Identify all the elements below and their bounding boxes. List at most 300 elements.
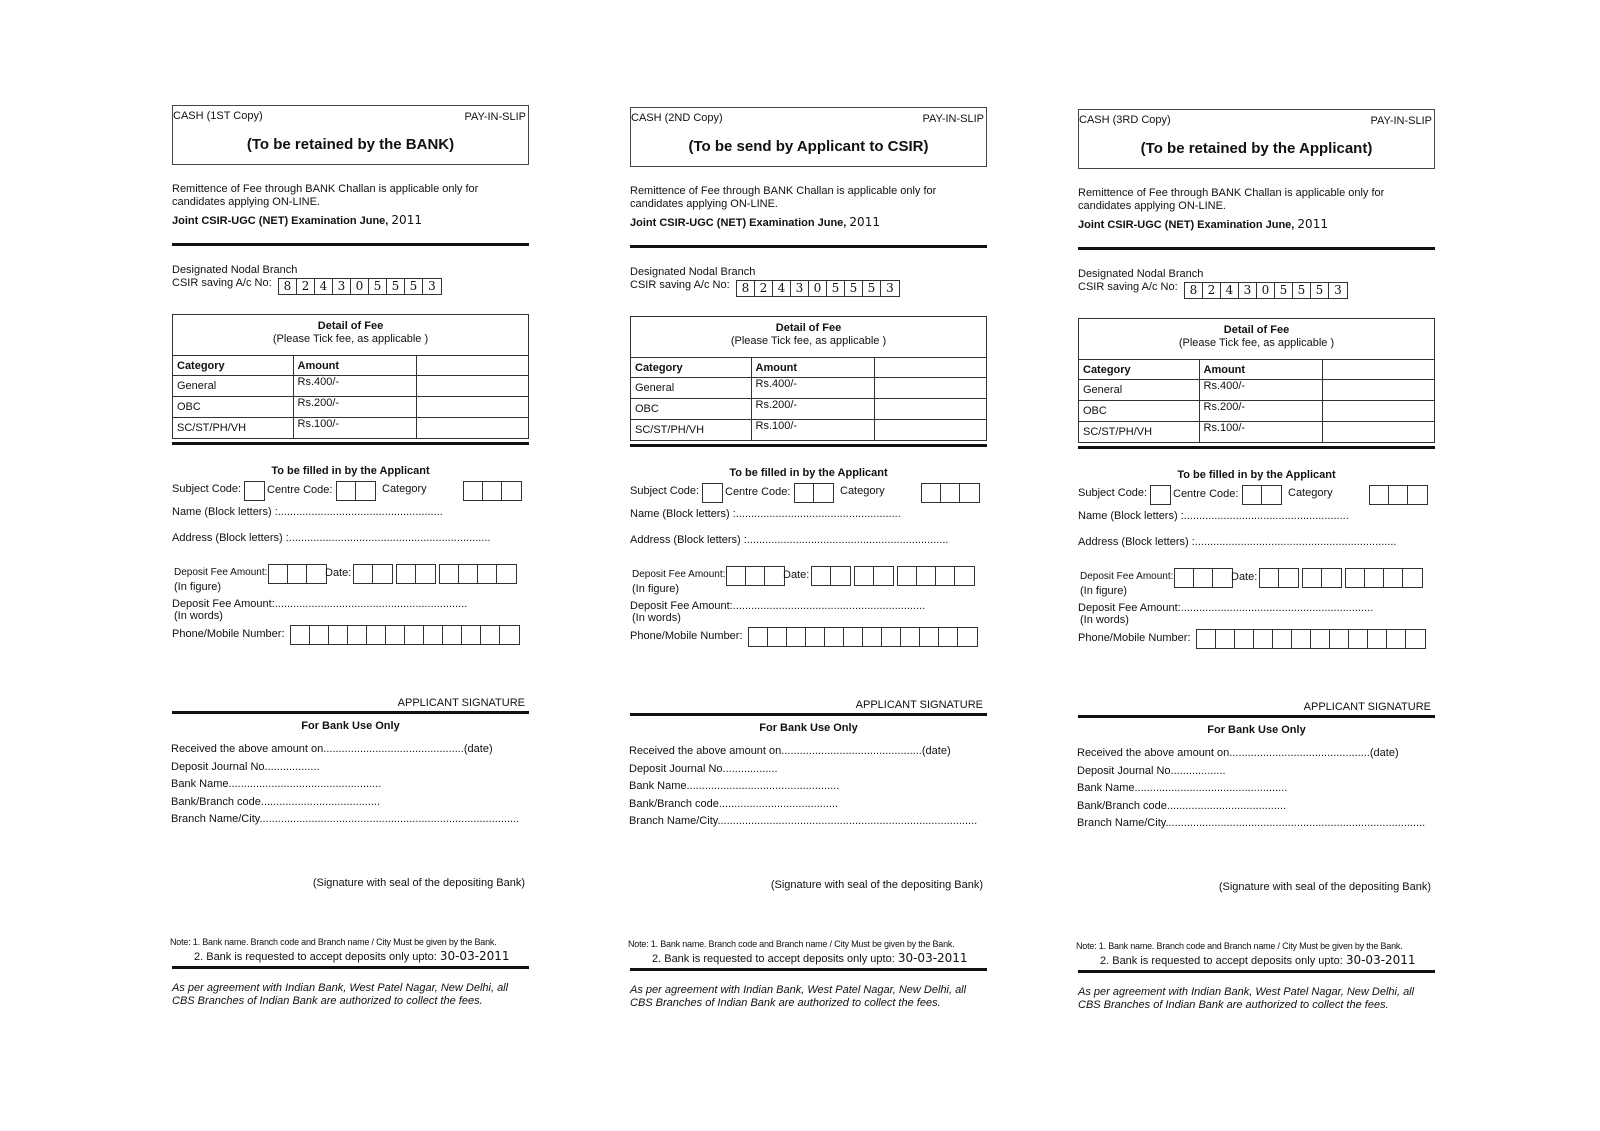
branch-code-label: Bank/Branch code [629, 798, 719, 810]
fee-row [1079, 380, 1434, 401]
deposit-words-label: Deposit Fee Amount: [172, 598, 275, 610]
address-label: Address (Block letters) : [172, 532, 289, 544]
received-label: Received the above amount on [629, 745, 782, 757]
retention-note: (To be retained by the BANK) [246, 136, 455, 153]
date-field[interactable] [811, 566, 851, 586]
phone-label: Phone/Mobile Number: [172, 628, 285, 640]
journal-row [171, 761, 320, 773]
copy-label: CASH (1ST Copy) [173, 110, 263, 122]
category-field[interactable] [1369, 485, 1428, 505]
address-label: Address (Block letters) : [630, 534, 747, 546]
fee-category: General [173, 376, 293, 397]
date-field-year[interactable] [439, 564, 517, 584]
fee-amount: Rs.100/- [1199, 422, 1322, 443]
fee-tick-cell[interactable] [874, 399, 986, 420]
deposit-words-row[interactable] [630, 600, 925, 612]
divider [172, 966, 529, 969]
account-digit: 4 [773, 281, 791, 296]
divider [630, 968, 987, 971]
fee-tick-cell[interactable] [1322, 422, 1434, 443]
divider [630, 444, 987, 447]
account-digit: 8 [737, 281, 755, 296]
bank-name-fill-line: .................................................. [228, 778, 382, 790]
name-label: Name (Block letters) : [630, 508, 736, 520]
fee-category: OBC [1079, 401, 1199, 422]
branch-code-label: Bank/Branch code [1077, 800, 1167, 812]
note-2-text: 2. Bank is requested to accept deposits only upto: [194, 951, 437, 963]
date-field-year[interactable] [897, 566, 975, 586]
csir-account-label: CSIR saving A/c No: [1078, 281, 1178, 293]
journal-label: Deposit Journal No. [171, 761, 268, 773]
fee-row [1079, 422, 1434, 443]
divider [1078, 970, 1435, 973]
journal-fill-line: ................. [267, 761, 320, 773]
fee-col-category: Category [1079, 360, 1199, 380]
applicant-signature: APPLICANT SIGNATURE [855, 699, 983, 711]
agreement-line-2: CBS Branches of Indian Bank are authorized to collect the fees. [1078, 999, 1389, 1011]
note-1: Note: 1. Bank name. Branch code and Branch name / City Must be given by the Bank. [628, 939, 955, 949]
deposit-amount-label: Deposit Fee Amount: [174, 567, 268, 578]
fee-amount: Rs.400/- [293, 376, 416, 397]
divider [172, 243, 529, 246]
subject-code-label: Subject Code: [172, 483, 242, 495]
fee-subtitle: (Please Tick fee, as applicable ) [272, 333, 429, 345]
nodal-branch-label: Designated Nodal Branch [630, 266, 756, 278]
branch-city-fill-line: ..................................................................................... [717, 815, 978, 827]
remittance-note [1078, 187, 1435, 213]
received-fill-line: .............................................. [1229, 747, 1370, 759]
account-digit: 0 [351, 279, 369, 294]
agreement-note [630, 984, 987, 1010]
bank-name-label: Bank Name [1077, 782, 1135, 794]
exam-title [1078, 217, 1328, 231]
fee-category: SC/ST/PH/VH [631, 420, 751, 441]
centre-code-field[interactable] [336, 481, 376, 501]
received-date-label: (date) [1369, 747, 1399, 759]
branch-city-row [1077, 817, 1425, 829]
exam-year: 2011 [1297, 217, 1328, 231]
account-digit: 4 [315, 279, 333, 294]
address-fill-line[interactable]: .................................................................. [746, 534, 949, 546]
date-field-month[interactable] [396, 564, 436, 584]
phone-label: Phone/Mobile Number: [630, 630, 743, 642]
applicant-heading: To be filled in by the Applicant [1177, 469, 1336, 481]
exam-name: Joint CSIR-UGC (NET) Examination June, [630, 217, 847, 229]
note-2-date: 30-03-2011 [897, 951, 968, 965]
divider [630, 713, 987, 716]
branch-code-row [1077, 800, 1286, 812]
deposit-words-label: Deposit Fee Amount: [1078, 602, 1181, 614]
journal-row [629, 763, 778, 775]
deposit-words-fill-line[interactable]: ............................................................... [274, 598, 468, 610]
branch-city-row [629, 815, 977, 827]
note-2-date: 30-03-2011 [439, 949, 510, 963]
fee-detail-box [1078, 318, 1435, 443]
journal-fill-line: ................. [725, 763, 778, 775]
slip-header [172, 105, 529, 165]
date-field[interactable] [353, 564, 393, 584]
applicant-heading: To be filled in by the Applicant [271, 465, 430, 477]
journal-label: Deposit Journal No. [629, 763, 726, 775]
slip-header [1078, 109, 1435, 169]
remittance-line-1: Remittence of Fee through BANK Challan is applicable only for [172, 183, 479, 195]
remittance-note [172, 183, 529, 209]
account-digit: 5 [1311, 283, 1329, 298]
remittance-note [630, 185, 987, 211]
fee-amount: Rs.400/- [1199, 380, 1322, 401]
bank-name-row [629, 780, 839, 792]
received-date-label: (date) [463, 743, 493, 755]
in-figure-label: (In figure) [174, 581, 222, 593]
account-digit: 5 [369, 279, 387, 294]
branch-code-row [171, 796, 380, 808]
fee-category: General [1079, 380, 1199, 401]
date-label: Date: [783, 569, 810, 581]
account-digit: 5 [827, 281, 845, 296]
bank-name-label: Bank Name [171, 778, 229, 790]
subject-code-field[interactable] [702, 483, 723, 503]
fee-row [631, 378, 986, 399]
divider [1078, 715, 1435, 718]
category-field[interactable] [921, 483, 980, 503]
pay-in-slip-label: PAY-IN-SLIP [922, 113, 984, 125]
received-label: Received the above amount on [1077, 747, 1230, 759]
account-number-boxes [278, 278, 442, 295]
copy-label: CASH (3RD Copy) [1079, 114, 1171, 126]
applicant-signature: APPLICANT SIGNATURE [1303, 701, 1431, 713]
branch-city-row [171, 813, 519, 825]
fee-subtitle: (Please Tick fee, as applicable ) [730, 335, 887, 347]
account-digit: 3 [1334, 283, 1342, 297]
deposit-words-label: Deposit Fee Amount: [630, 600, 733, 612]
agreement-line-1: As per agreement with Indian Bank, West Patel Nagar, New Delhi, all [630, 984, 967, 996]
subject-code-field[interactable] [1150, 485, 1171, 505]
fee-row [173, 418, 528, 439]
account-digit: 2 [297, 279, 315, 294]
nodal-branch-label: Designated Nodal Branch [172, 264, 298, 276]
received-fill-line: .............................................. [781, 745, 922, 757]
fee-amount: Rs.200/- [751, 399, 874, 420]
date-field-month[interactable] [854, 566, 894, 586]
subject-code-field[interactable] [244, 481, 265, 501]
retention-note: (To be retained by the Applicant) [1140, 140, 1373, 157]
note-2-date: 30-03-2011 [1345, 953, 1416, 967]
branch-city-label: Branch Name/City [629, 815, 718, 827]
address-label: Address (Block letters) : [1078, 536, 1195, 548]
fee-amount: Rs.100/- [293, 418, 416, 439]
fee-amount: Rs.200/- [293, 397, 416, 418]
journal-fill-line: ................. [1173, 765, 1226, 777]
branch-code-fill-line: ....................................... [1166, 800, 1287, 812]
name-row[interactable] [172, 506, 443, 518]
fee-amount: Rs.100/- [751, 420, 874, 441]
name-fill-line[interactable]: ...................................................... [1183, 510, 1349, 522]
category-field[interactable] [463, 481, 522, 501]
date-field-month[interactable] [1302, 568, 1342, 588]
divider [630, 245, 987, 248]
remittance-line-1: Remittence of Fee through BANK Challan is applicable only for [630, 185, 937, 197]
address-row[interactable] [630, 534, 948, 546]
account-digit: 2 [755, 281, 773, 296]
fee-table-header [631, 358, 986, 378]
name-row[interactable] [630, 508, 901, 520]
agreement-line-2: CBS Branches of Indian Bank are authorized to collect the fees. [172, 995, 483, 1007]
note-2-text: 2. Bank is requested to accept deposits only upto: [1100, 955, 1343, 967]
address-row[interactable] [172, 532, 490, 544]
fee-detail-box [172, 314, 529, 439]
bank-seal-signature: (Signature with seal of the depositing Bank) [1218, 881, 1431, 893]
applicant-heading: To be filled in by the Applicant [729, 467, 888, 479]
fee-amount: Rs.400/- [751, 378, 874, 399]
exam-title [630, 215, 880, 229]
account-digit: 8 [1185, 283, 1203, 298]
phone-field[interactable] [748, 627, 978, 647]
fee-col-amount: Amount [751, 358, 874, 378]
fee-tick-cell[interactable] [416, 397, 528, 418]
fee-col-amount: Amount [293, 356, 416, 376]
address-row[interactable] [1078, 536, 1396, 548]
centre-code-label: Centre Code: [1173, 488, 1239, 500]
account-digit: 2 [1203, 283, 1221, 298]
note-2 [1100, 953, 1416, 967]
name-fill-line[interactable]: ...................................................... [735, 508, 901, 520]
fee-category: General [631, 378, 751, 399]
fee-title: Detail of Fee [775, 322, 842, 334]
nodal-branch-label: Designated Nodal Branch [1078, 268, 1204, 280]
fee-tick-cell[interactable] [416, 376, 528, 397]
fee-col-category: Category [631, 358, 751, 378]
copy-label: CASH (2ND Copy) [631, 112, 723, 124]
account-digit: 3 [1239, 283, 1257, 298]
fee-col-tick [416, 356, 528, 376]
deposit-amount-label: Deposit Fee Amount: [1080, 571, 1174, 582]
account-digit: 0 [809, 281, 827, 296]
fee-category: OBC [631, 399, 751, 420]
category-label: Category [840, 485, 885, 497]
note-1: Note: 1. Bank name. Branch code and Branch name / City Must be given by the Bank. [170, 937, 497, 947]
received-fill-line: .............................................. [323, 743, 464, 755]
csir-account-label: CSIR saving A/c No: [172, 277, 272, 289]
account-digit: 5 [1275, 283, 1293, 298]
note-2 [194, 949, 510, 963]
bank-name-row [1077, 782, 1287, 794]
address-fill-line[interactable]: .................................................................. [1194, 536, 1397, 548]
account-digit: 5 [845, 281, 863, 296]
account-digit: 3 [428, 279, 436, 293]
agreement-line-2: CBS Branches of Indian Bank are authorized to collect the fees. [630, 997, 941, 1009]
fee-heading [1079, 324, 1434, 350]
fee-table-header [1079, 360, 1434, 380]
fee-tick-cell[interactable] [874, 378, 986, 399]
deposit-words-row[interactable] [172, 598, 467, 610]
fee-detail-box [630, 316, 987, 441]
fee-tick-cell[interactable] [1322, 380, 1434, 401]
date-field-year[interactable] [1345, 568, 1423, 588]
account-digit: 3 [886, 281, 894, 295]
branch-code-label: Bank/Branch code [171, 796, 261, 808]
received-date-label: (date) [921, 745, 951, 757]
centre-code-label: Centre Code: [725, 486, 791, 498]
branch-code-fill-line: ....................................... [718, 798, 839, 810]
account-number-boxes [736, 280, 900, 297]
divider [172, 711, 529, 714]
agreement-note [172, 982, 529, 1008]
fee-col-amount: Amount [1199, 360, 1322, 380]
fee-title: Detail of Fee [317, 320, 384, 332]
in-words-label: (In words) [174, 610, 223, 622]
date-label: Date: [325, 567, 352, 579]
fee-table [173, 355, 528, 439]
agreement-line-1: As per agreement with Indian Bank, West Patel Nagar, New Delhi, all [1078, 986, 1415, 998]
deposit-words-fill-line[interactable]: ............................................................... [1180, 602, 1374, 614]
csir-account-label: CSIR saving A/c No: [630, 279, 730, 291]
bank-use-heading: For Bank Use Only [1207, 724, 1306, 736]
fee-row [631, 399, 986, 420]
received-row [629, 745, 951, 757]
date-field[interactable] [1259, 568, 1299, 588]
in-figure-label: (In figure) [1080, 585, 1128, 597]
account-digit: 3 [791, 281, 809, 296]
phone-field[interactable] [290, 625, 520, 645]
remittance-line-1: Remittence of Fee through BANK Challan is applicable only for [1078, 187, 1385, 199]
agreement-line-1: As per agreement with Indian Bank, West Patel Nagar, New Delhi, all [172, 982, 509, 994]
branch-city-fill-line: ..................................................................................... [1165, 817, 1426, 829]
name-fill-line[interactable]: ...................................................... [277, 506, 443, 518]
fee-category: OBC [173, 397, 293, 418]
fee-heading [631, 322, 986, 348]
agreement-note [1078, 986, 1435, 1012]
bank-use-heading: For Bank Use Only [759, 722, 858, 734]
pay-in-slip-3 [1078, 109, 1435, 1039]
bank-seal-signature: (Signature with seal of the depositing Bank) [770, 879, 983, 891]
exam-year: 2011 [391, 213, 422, 227]
phone-field[interactable] [1196, 629, 1426, 649]
journal-row [1077, 765, 1226, 777]
fee-col-tick [874, 358, 986, 378]
exam-title [172, 213, 422, 227]
deposit-amount-field[interactable] [1174, 568, 1233, 588]
note-2 [652, 951, 968, 965]
divider [1078, 446, 1435, 449]
remittance-line-2: candidates applying ON-LINE. [1078, 200, 1226, 212]
category-label: Category [1288, 487, 1333, 499]
branch-code-fill-line: ....................................... [260, 796, 381, 808]
fee-amount: Rs.200/- [1199, 401, 1322, 422]
deposit-amount-field[interactable] [726, 566, 785, 586]
fee-tick-cell[interactable] [1322, 401, 1434, 422]
deposit-words-row[interactable] [1078, 602, 1373, 614]
pay-in-slip-label: PAY-IN-SLIP [464, 111, 526, 123]
journal-label: Deposit Journal No. [1077, 765, 1174, 777]
fee-heading [173, 320, 528, 346]
divider [1078, 247, 1435, 250]
fee-row [173, 397, 528, 418]
fee-subtitle: (Please Tick fee, as applicable ) [1178, 337, 1335, 349]
bank-use-heading: For Bank Use Only [301, 720, 400, 732]
exam-name: Joint CSIR-UGC (NET) Examination June, [172, 215, 389, 227]
fee-table [631, 357, 986, 441]
account-number-boxes [1184, 282, 1348, 299]
account-digit: 5 [387, 279, 405, 294]
fee-table [1079, 359, 1434, 443]
date-label: Date: [1231, 571, 1258, 583]
note-1: Note: 1. Bank name. Branch code and Branch name / City Must be given by the Bank. [1076, 941, 1403, 951]
account-digit: 8 [279, 279, 297, 294]
bank-name-row [171, 778, 381, 790]
fee-col-tick [1322, 360, 1434, 380]
fee-tick-cell[interactable] [874, 420, 986, 441]
fee-category: SC/ST/PH/VH [1079, 422, 1199, 443]
category-label: Category [382, 483, 427, 495]
account-digit: 5 [863, 281, 881, 296]
deposit-words-fill-line[interactable]: ............................................................... [732, 600, 926, 612]
in-words-label: (In words) [632, 612, 681, 624]
branch-code-row [629, 798, 838, 810]
fee-table-header [173, 356, 528, 376]
fee-tick-cell[interactable] [416, 418, 528, 439]
slip-header [630, 107, 987, 167]
bank-name-fill-line: .................................................. [686, 780, 840, 792]
fee-title: Detail of Fee [1223, 324, 1290, 336]
centre-code-label: Centre Code: [267, 484, 333, 496]
account-digit: 5 [405, 279, 423, 294]
pay-in-slip-2 [630, 107, 987, 1037]
account-digit: 4 [1221, 283, 1239, 298]
applicant-signature: APPLICANT SIGNATURE [397, 697, 525, 709]
fee-row [173, 376, 528, 397]
divider [172, 442, 529, 445]
centre-code-field[interactable] [794, 483, 834, 503]
subject-code-label: Subject Code: [630, 485, 700, 497]
in-words-label: (In words) [1080, 614, 1129, 626]
subject-code-label: Subject Code: [1078, 487, 1148, 499]
fee-col-category: Category [173, 356, 293, 376]
account-digit: 3 [333, 279, 351, 294]
branch-city-label: Branch Name/City [171, 813, 260, 825]
bank-seal-signature: (Signature with seal of the depositing Bank) [312, 877, 525, 889]
exam-name: Joint CSIR-UGC (NET) Examination June, [1078, 219, 1295, 231]
address-fill-line[interactable]: .................................................................. [288, 532, 491, 544]
branch-city-fill-line: ..................................................................................... [259, 813, 520, 825]
pay-in-slip-label: PAY-IN-SLIP [1370, 115, 1432, 127]
received-row [1077, 747, 1399, 759]
deposit-amount-label: Deposit Fee Amount: [632, 569, 726, 580]
in-figure-label: (In figure) [632, 583, 680, 595]
bank-name-fill-line: .................................................. [1134, 782, 1288, 794]
account-digit: 0 [1257, 283, 1275, 298]
remittance-line-2: candidates applying ON-LINE. [172, 196, 320, 208]
branch-city-label: Branch Name/City [1077, 817, 1166, 829]
name-row[interactable] [1078, 510, 1349, 522]
centre-code-field[interactable] [1242, 485, 1282, 505]
name-label: Name (Block letters) : [1078, 510, 1184, 522]
exam-year: 2011 [849, 215, 880, 229]
fee-row [1079, 401, 1434, 422]
note-2-text: 2. Bank is requested to accept deposits only upto: [652, 953, 895, 965]
account-digit: 5 [1293, 283, 1311, 298]
fee-category: SC/ST/PH/VH [173, 418, 293, 439]
fee-row [631, 420, 986, 441]
received-row [171, 743, 493, 755]
received-label: Received the above amount on [171, 743, 324, 755]
name-label: Name (Block letters) : [172, 506, 278, 518]
deposit-amount-field[interactable] [268, 564, 327, 584]
bank-name-label: Bank Name [629, 780, 687, 792]
remittance-line-2: candidates applying ON-LINE. [630, 198, 778, 210]
retention-note: (To be send by Applicant to CSIR) [688, 138, 929, 155]
pay-in-slip-1 [172, 105, 529, 1035]
phone-label: Phone/Mobile Number: [1078, 632, 1191, 644]
